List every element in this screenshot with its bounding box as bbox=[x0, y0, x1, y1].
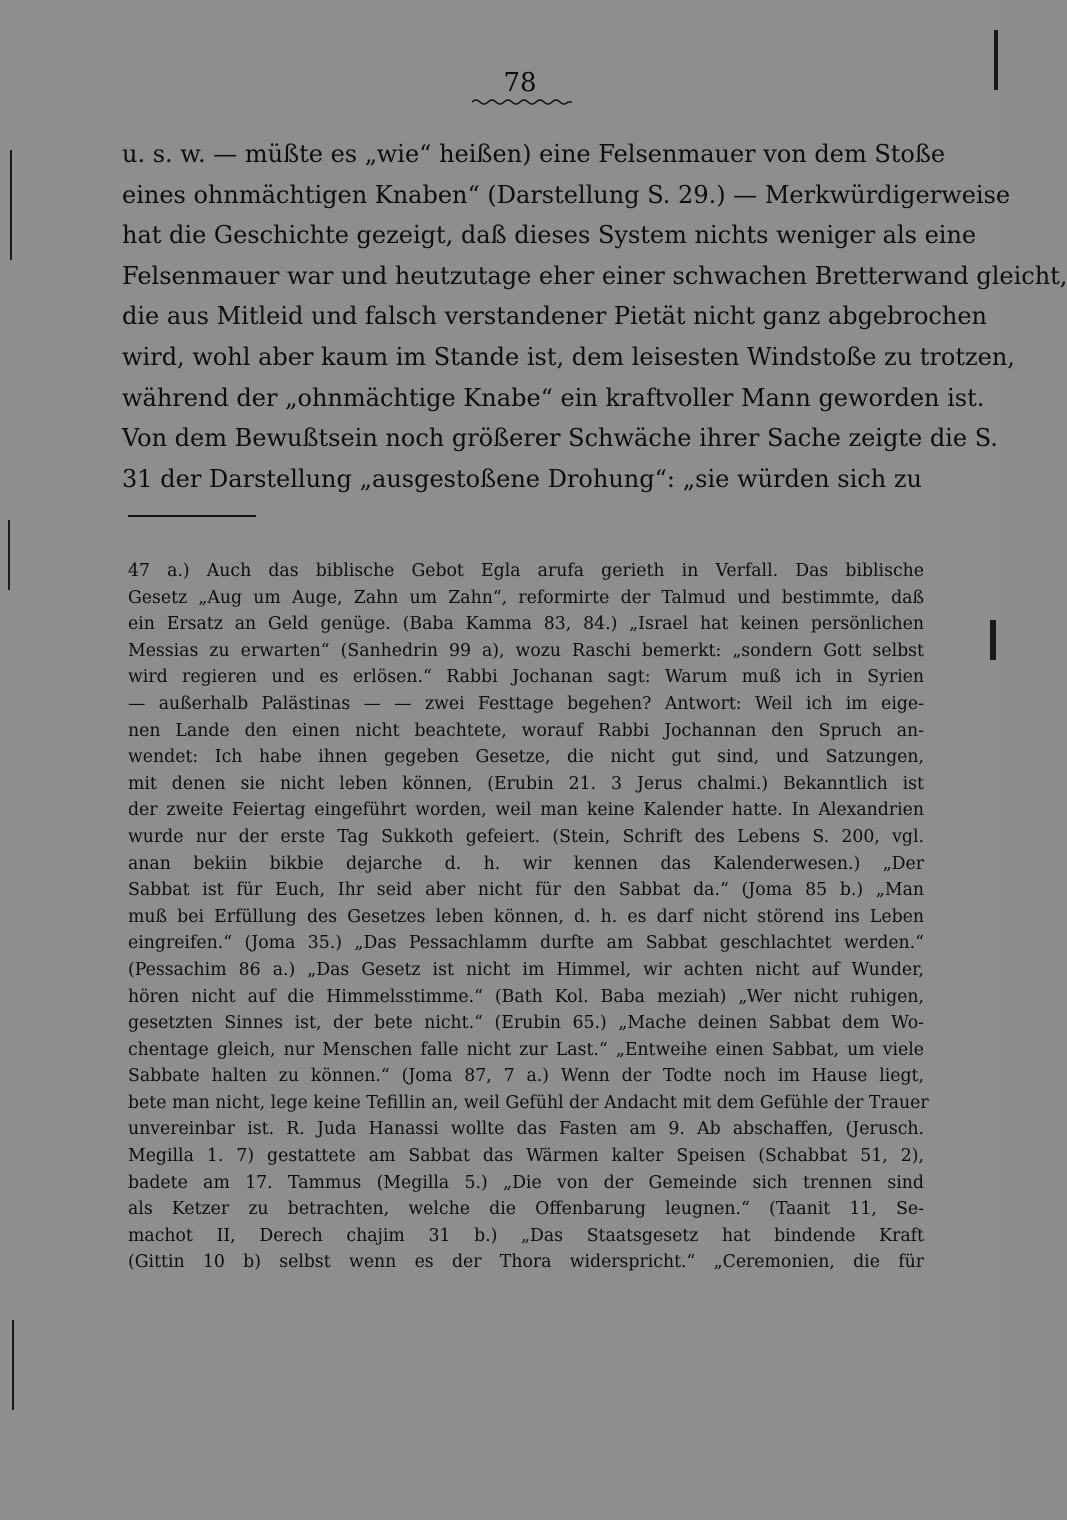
footnote-line: ein Ersatz an Geld genüge. (Baba Kamma 83, 84.) „Israel hat keinen persönlichen bbox=[128, 614, 924, 635]
footnote-line: badete am 17. Tammus (Megilla 5.) „Die von der Gemeinde sich trennen sind bbox=[128, 1172, 924, 1193]
footnote-line: mit denen sie nicht leben können, (Erubin 21. 3 Jerus chalmi.) Bekanntlich ist bbox=[128, 773, 924, 794]
footnote-line: hören nicht auf die Himmelsstimme.“ (Bath Kol. Baba meziah) „Wer nicht ruhigen, bbox=[128, 986, 924, 1007]
text-line: Von dem Bewußtsein noch größerer Schwäche ihrer Sache zeigte die S. bbox=[122, 424, 998, 453]
text-line: Felsenmauer war und heutzutage eher einer schwachen Bretterwand gleicht, bbox=[122, 261, 1067, 290]
footnote-line: eingreifen.“ (Joma 35.) „Das Pessachlamm durfte am Sabbat geschlachtet werden.“ bbox=[128, 933, 924, 954]
footnote-line: — außerhalb Palästinas — — zwei Festtage begehen? Antwort: Weil ich im eige- bbox=[128, 693, 924, 714]
footnote-line: anan bekiin bikbie dejarche d. h. wir kennen das Kalenderwesen.) „Der bbox=[128, 853, 924, 874]
text-line: wird, wohl aber kaum im Stande ist, dem leisesten Windstoße zu trotzen, bbox=[122, 342, 1015, 371]
footnote-line: bete man nicht, lege keine Tefillin an, weil Gefühl der Andacht mit dem Gefühle der Trauer bbox=[128, 1092, 929, 1113]
footnote-line: chentage gleich, nur Menschen falle nicht zur Last.“ „Entweihe einen Sabbat, um viele bbox=[128, 1039, 924, 1060]
footnotes bbox=[128, 558, 929, 1276]
footnote-line: Sabbat ist für Euch, Ihr seid aber nicht für den Sabbat da.“ (Joma 85 b.) „Man bbox=[128, 880, 924, 901]
scan-edge-mark bbox=[10, 150, 12, 260]
text-line: während der „ohnmächtige Knabe“ ein kraftvoller Mann geworden ist. bbox=[122, 383, 985, 412]
footnote-line: wendet: Ich habe ihnen gegeben Gesetze, die nicht gut sind, und Satzungen, bbox=[128, 747, 924, 768]
footnote-line: Sabbate halten zu können.“ (Joma 87, 7 a.) Wenn der Todte noch im Hause liegt, bbox=[128, 1066, 924, 1087]
footnote-line: machot II, Derech chajim 31 b.) „Das Staatsgesetz hat bindende Kraft bbox=[128, 1225, 924, 1246]
scan-edge-mark bbox=[12, 1320, 14, 1410]
footnote-line: gesetzten Sinnes ist, der bete nicht.“ (Erubin 65.) „Mache deinen Sabbat dem Wo- bbox=[128, 1013, 924, 1034]
scan-edge-mark bbox=[990, 620, 996, 660]
footnote-line: 47 a.) Auch das biblische Gebot Egla arufa gerieth in Verfall. Das biblische bbox=[128, 561, 924, 581]
footnote-line: als Ketzer zu betrachten, welche die Offenbarung leugnen.“ (Taanit 11, Se- bbox=[128, 1199, 924, 1220]
footnote-separator bbox=[128, 515, 256, 517]
footnote-line: wird regieren und es erlösen.“ Rabbi Jochanan sagt: Warum muß ich in Syrien bbox=[128, 667, 924, 688]
footnote-line: muß bei Erfüllung des Gesetzes leben können, d. h. es darf nicht störend ins Leben bbox=[128, 906, 924, 927]
scan-edge-mark bbox=[8, 520, 10, 590]
footnote-line: Gesetz „Aug um Auge, Zahn um Zahn“, reformirte der Talmud und bestimmte, daß bbox=[128, 587, 924, 608]
footnote-line: (Pessachim 86 a.) „Das Gesetz ist nicht im Himmel, wir achten nicht auf Wunder, bbox=[128, 959, 924, 980]
text-line: die aus Mitleid und falsch verstandener Pietät nicht ganz abgebrochen bbox=[122, 302, 987, 331]
text-line: eines ohnmächtigen Knaben“ (Darstellung S. 29.) — Merkwürdigerweise bbox=[122, 180, 1011, 209]
scan-edge-mark bbox=[994, 30, 998, 90]
text-line: u. s. w. — müßte es „wie“ heißen) eine Felsenmauer von dem Stoße bbox=[122, 140, 946, 168]
footnote-line: unvereinbar ist. R. Juda Hanassi wollte das Fasten am 9. Ab abschaffen, (Jerusch. bbox=[128, 1119, 924, 1140]
text-line: 31 der Darstellung „ausgestoßene Drohung“: „sie würden sich zu bbox=[122, 464, 922, 493]
footnote-line: nen Lande den einen nicht beachtete, worauf Rabbi Jochannan den Spruch an- bbox=[128, 720, 924, 741]
footnote-line: Megilla 1. 7) gestattete am Sabbat das Wärmen kalter Speisen (Schabbat 51, 2), bbox=[128, 1146, 924, 1167]
footnote-line: wurde nur der erste Tag Sukkoth gefeiert. (Stein, Schrift des Lebens S. 200, vgl. bbox=[128, 826, 924, 847]
page-number: 78 bbox=[503, 68, 537, 98]
footnote-line: (Gittin 10 b) selbst wenn es der Thora widerspricht.“ „Ceremonien, die für bbox=[128, 1252, 924, 1273]
main-text bbox=[122, 134, 1067, 499]
text-line: hat die Geschichte gezeigt, daß dieses System nichts weniger als eine bbox=[122, 221, 977, 250]
footnote-line: der zweite Feiertag eingeführt worden, weil man keine Kalender hatte. In Alexandrien bbox=[128, 800, 924, 821]
wavy-ornament bbox=[472, 98, 572, 106]
footnote-line: Messias zu erwarten“ (Sanhedrin 99 a), wozu Raschi bemerkt: „sondern Gott selbst bbox=[128, 640, 924, 661]
